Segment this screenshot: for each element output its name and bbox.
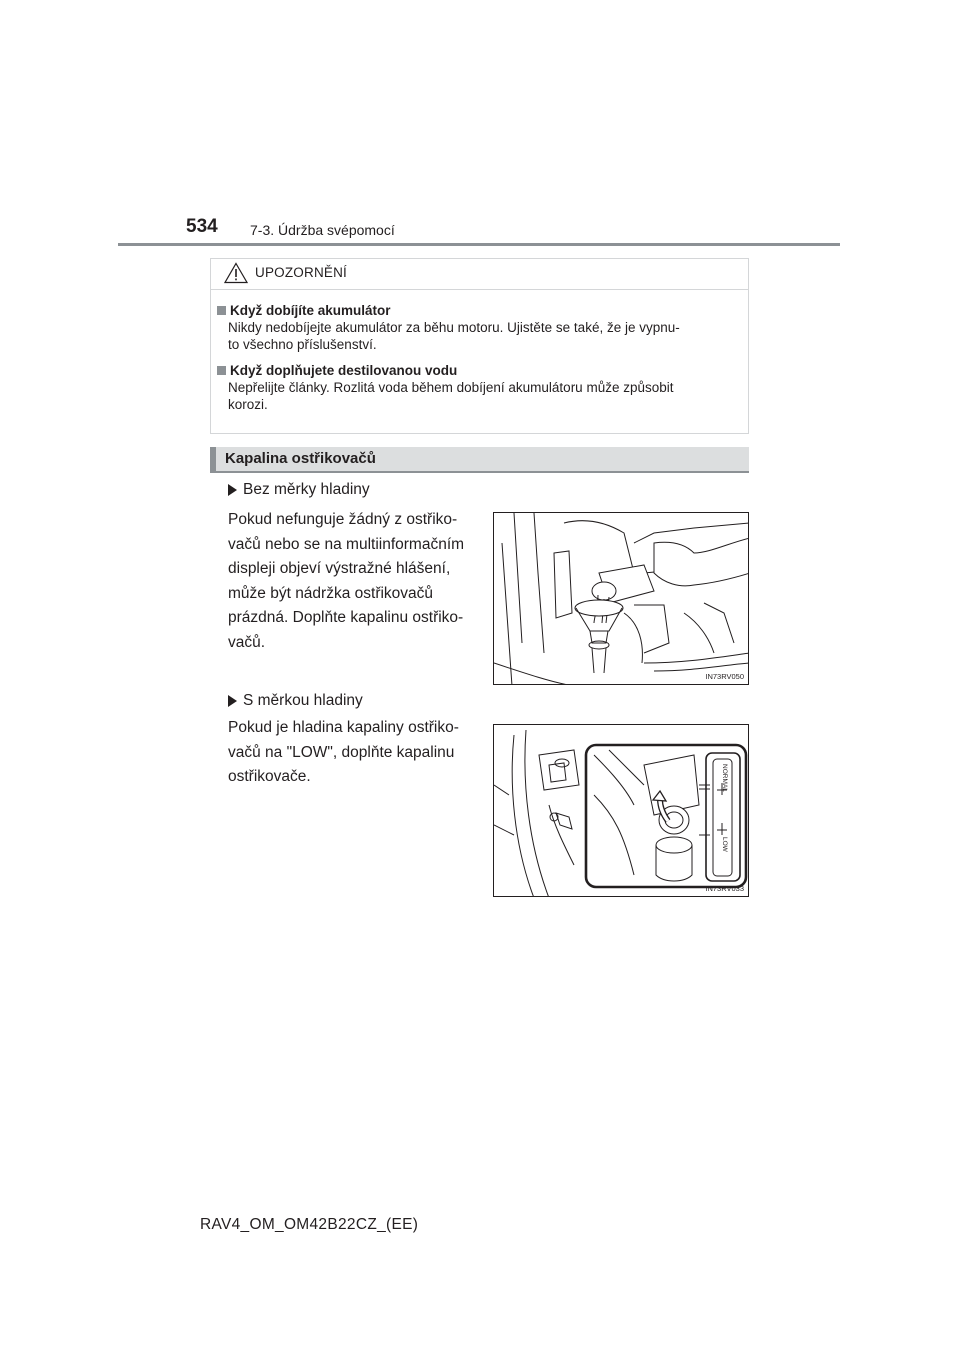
text-line: displeji objeví výstražné hlášení, xyxy=(228,560,451,577)
text-line: prázdná. Doplňte kapalinu ostřiko- xyxy=(228,609,464,626)
triangle-bullet-icon xyxy=(228,484,237,496)
bullet-square-icon xyxy=(217,306,226,315)
text-line: Nepřelijte články. Rozlitá voda během dobíjení akumulátoru může způsobit xyxy=(228,380,674,395)
figure-code: IN73RV050 xyxy=(705,672,744,681)
warning-item-text xyxy=(217,319,742,353)
warning-item-text xyxy=(217,379,742,413)
figure-code: IN73RV033 xyxy=(705,884,744,893)
gauge-low-label: LOW xyxy=(721,837,728,852)
text-line: může být nádržka ostřikovačů xyxy=(228,584,434,602)
text-line: Pokud nefunguje žádný z ostřiko- xyxy=(228,511,458,528)
document-code: RAV4_OM_OM42B22CZ_(EE) xyxy=(200,1216,419,1233)
header-rule xyxy=(118,243,840,246)
text-line: vačů na "LOW", doplňte kapalinu xyxy=(228,743,455,761)
text-line: Nikdy nedobíjejte akumulátor za běhu motoru. Ujistěte se také, že je vypnu- xyxy=(228,320,680,335)
warning-box xyxy=(210,258,749,434)
paragraph-with-gauge xyxy=(228,716,476,790)
warning-header xyxy=(211,259,748,290)
text-line: vačů nebo se na multiinformačním xyxy=(228,535,465,553)
paragraph-without-gauge xyxy=(228,508,476,655)
section-heading-text: Kapalina ostřikovačů xyxy=(225,450,376,467)
subheading-without-gauge xyxy=(228,481,370,499)
section-heading xyxy=(210,447,749,473)
washer-refill-illustration xyxy=(494,513,749,685)
figure-refilling-washer-fluid xyxy=(493,512,749,685)
text-line: to všechno příslušenství. xyxy=(228,337,377,352)
triangle-bullet-icon xyxy=(228,695,237,707)
warning-item-heading: Když doplňujete destilovanou vodu xyxy=(230,363,458,378)
washer-gauge-illustration xyxy=(494,725,749,897)
section-heading-bar xyxy=(210,447,216,473)
subheading-text: Bez měrky hladiny xyxy=(243,481,370,498)
gauge-normal-label: NORMAL xyxy=(721,764,728,792)
warning-triangle-icon xyxy=(224,262,248,284)
subheading-text: S měrkou hladiny xyxy=(243,692,363,709)
warning-item-heading: Když dobíjíte akumulátor xyxy=(230,303,391,318)
text-line: korozi. xyxy=(228,397,268,412)
warning-item-distilled-water xyxy=(217,362,742,413)
warning-item-charging xyxy=(217,302,742,353)
text-line: Pokud je hladina kapaliny ostřiko- xyxy=(228,719,459,736)
text-line: vačů. xyxy=(228,633,266,651)
bullet-square-icon xyxy=(217,366,226,375)
figure-washer-gauge xyxy=(493,724,749,897)
page-number: 534 xyxy=(186,216,218,237)
warning-title: UPOZORNĚNÍ xyxy=(255,265,348,280)
text-line: ostřikovače. xyxy=(228,768,311,785)
subheading-with-gauge xyxy=(228,692,363,710)
section-title: 7-3. Údržba svépomocí xyxy=(250,222,395,238)
